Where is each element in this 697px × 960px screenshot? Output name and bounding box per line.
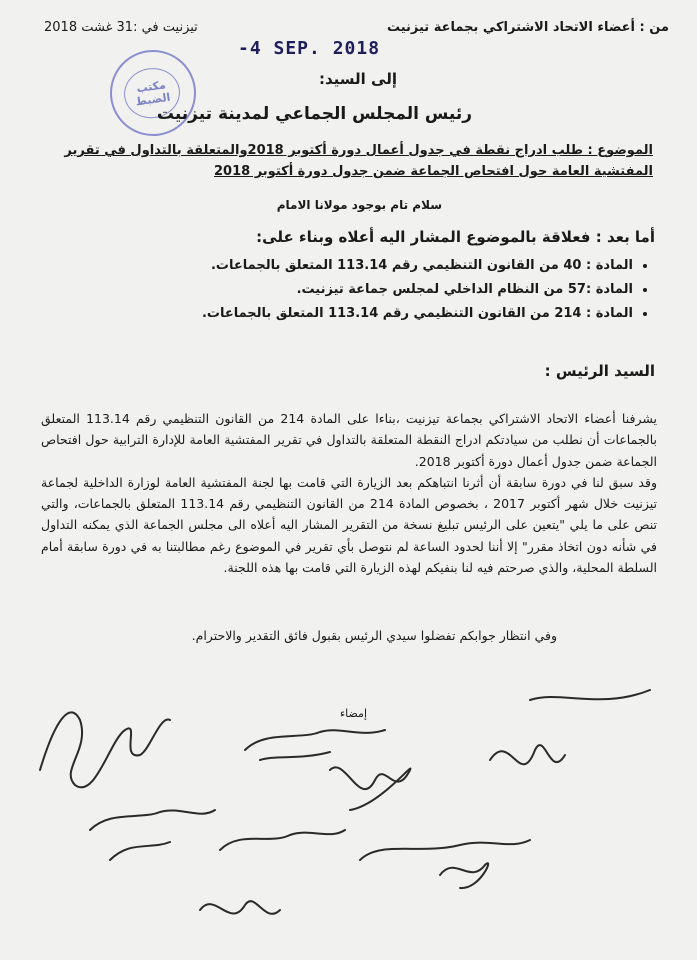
list-item: • المادة :57 من النظام الداخلي لمجلس جماعة تيزنيت.: [202, 278, 633, 302]
recipient-name: رئيس المجلس الجماعي لمدينة تيزنيت: [156, 104, 472, 124]
place-date: تيزنيت في :31 غشت 2018: [44, 20, 198, 35]
signature-3: [330, 767, 410, 810]
signatures-area: [0, 660, 697, 960]
signature-4: [490, 690, 650, 764]
signature-2: [245, 730, 385, 760]
signature-7: [360, 840, 530, 860]
signature-9: [200, 901, 280, 914]
closing-line: وفي انتظار جوابكم تفضلوا سيدي الرئيس بقبول فائق التقدير والاحترام.: [191, 628, 557, 643]
greeting: سلام تام بوجود مولانا الامام: [276, 198, 442, 212]
list-item: • المادة : 40 من القانون التنظيمي رقم 113.14 المتعلق بالجماعات.: [202, 254, 633, 278]
list-item: • المادة : 214 من القانون التنظيمي رقم 113.14 المتعلق بالجماعات.: [202, 302, 633, 326]
subject-line: الموضوع : طلب ادراج نقطة في جدول أعمال دورة أكتوبر 2018والمتعلقة بالتداول في تقرير المفتشية العامة حول افتحاص الجماعة ضمن جدول دورة أكتوبر 2018: [64, 143, 653, 179]
recipient-label: إلى السيد:: [319, 70, 397, 88]
signature-1: [40, 712, 170, 787]
articles-list: [202, 254, 655, 326]
signature-8: [440, 863, 488, 888]
signature-6: [220, 830, 345, 850]
seal-line-2: الضبط: [134, 90, 172, 109]
letter-body: [41, 408, 657, 578]
sender-line: من : أعضاء الاتحاد الاشتراكي بجماعة تيزنيت: [386, 20, 669, 35]
office-seal: [104, 44, 201, 141]
signature-5: [90, 810, 215, 860]
received-date-stamp: -4 SEP. 2018: [238, 38, 381, 59]
intro-line: أما بعد : فعلاقة بالموضوع المشار اليه أعلاه وبناء على:: [256, 228, 655, 246]
body-paragraph: يشرفنا أعضاء الاتحاد الاشتراكي بجماعة تيزنيت ،بناءا على المادة 214 من القانون التنظيمي رقم 113.14 المتعلق بالجماعات أن نطلب من سيادتكم ادراج النقطة المتعلقة بالتداول في تقرير المفتشية العامة للإدارة الترابية حول افتحاص الجماعة ضمن جدول أعمال دورة أكتوبر 2018.: [41, 411, 657, 469]
seal-line-1: مكتب: [135, 78, 167, 95]
body-paragraph: وقد سبق لنا في دورة سابقة أن أثرنا انتباهكم بعد الزيارة التي قامت بها لجنة المفتشية العامة لوزارة الداخلية لجماعة تيزنيت خلال شهر أكتوبر 2017 ، بخصوص المادة 214 من القانون التنظيمي رقم 113.14 المتعلق بالجماعات، والتي تنص على ما يلي "يتعين على الرئيس تبليغ نسخة من التقرير المشار اليه أعلاه الى مجلس الجماعة الذي يمكنه التداول في شأنه دون اتخاذ مقرر" إلا أننا لحدود الساعة لم نتوصل بأي تقرير في الموضوع رغم مطالبتنا به في دورة سابقة أمام السلطة المحلية، والذي صرحتم فيه لنا بنفيكم لهذه الزيارة التي قامت بها هذه اللجنة.: [41, 474, 658, 576]
signatures-label: إمضاء: [339, 707, 367, 720]
salutation: السيد الرئيس :: [544, 362, 655, 380]
